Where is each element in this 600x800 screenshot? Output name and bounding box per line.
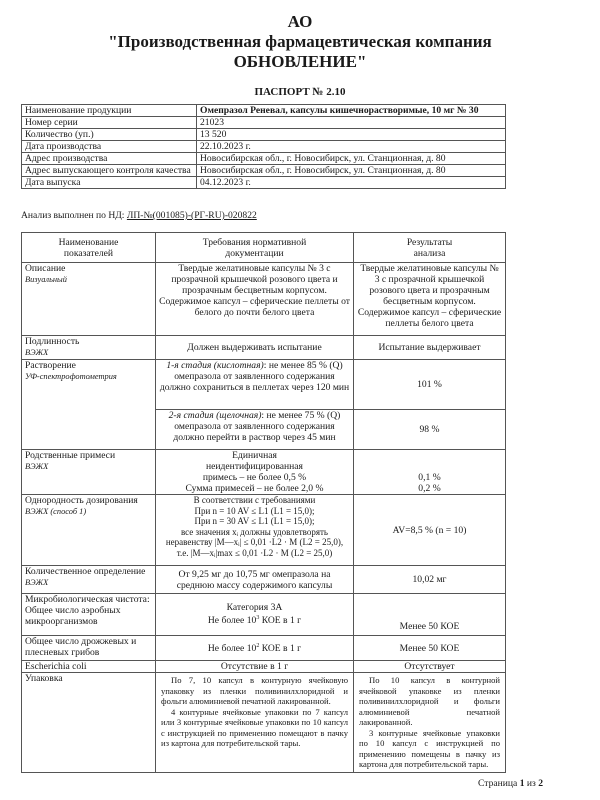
table-row — [22, 566, 506, 594]
column-header: Требования нормативной документации — [156, 233, 354, 263]
info-label: Количество (уп.) — [22, 129, 197, 141]
current-page: 1 — [519, 778, 525, 789]
req-line: все значения xᵢ должны удовлетворять неравенству |M—xᵢ| ≤ 0,01 ·L2 · M (L2 = 25,0), — [165, 526, 344, 547]
param-name: Escherichia coli — [22, 661, 156, 673]
total-pages: 2 — [538, 778, 544, 789]
result — [354, 450, 506, 495]
requirement — [156, 673, 354, 773]
page-label: Страница — [478, 778, 520, 789]
nd-link[interactable]: ЛП-№(001085)-(РГ-RU)-020822 — [126, 210, 257, 221]
page-of: из — [524, 778, 539, 789]
req-text: Не более 10 — [207, 643, 257, 655]
info-value: Новосибирская обл., г. Новосибирск, ул. Станционная, д. 80 — [197, 165, 506, 177]
requirement: Твердые желатиновые капсулы № 3 с прозрачной крышечкой розового цвета и прозрачным бесцветным корпусом. Содержимое капсул – сферические пеллеты от белого до почти белого цвета — [156, 263, 354, 336]
table-row — [22, 336, 506, 360]
param-name: Родственные примеси — [25, 450, 116, 461]
stage-label: 2-я стадия (щелочная) — [168, 410, 262, 421]
param-method: ВЭЖХ — [25, 462, 49, 471]
info-label: Номер серии — [22, 117, 197, 129]
param-name: Упаковка — [22, 673, 156, 773]
passport-title: ПАСПОРТ № 2.10 — [254, 86, 346, 98]
req-line: В соответствии с требованиями — [193, 495, 316, 505]
req-line: Сумма примесей – не более 2,0 % — [185, 483, 324, 494]
result: Отсутствует — [354, 661, 506, 673]
column-header: Наименование показателей — [22, 233, 156, 263]
info-label: Адрес производства — [22, 153, 197, 165]
requirement — [156, 636, 354, 661]
req-text: Не более 10 — [207, 615, 257, 627]
req-line — [159, 613, 350, 626]
result: Твердые желатиновые капсулы № 3 с прозрачной крышечкой розового цвета и прозрачным бесцветным корпусом. Содержимое капсул – сферические пеллеты белого цвета — [354, 263, 506, 336]
result — [354, 673, 506, 773]
requirement — [156, 594, 354, 636]
result-line: 0,1 % — [418, 472, 441, 483]
result: Менее 50 КОЕ — [354, 636, 506, 661]
org-name-line2: ОБНОВЛЕНИЕ" — [233, 52, 367, 71]
info-value: 21023 — [197, 117, 506, 129]
requirement: Отсутствие в 1 г — [156, 661, 354, 673]
info-value: 13 520 — [197, 129, 506, 141]
table-row — [22, 105, 506, 117]
result-paragraph: По 10 капсул в контурной ячейковой упаковке из пленки поливинилхлоридной и фольги алюминиевой печатной лакированной. — [359, 675, 500, 727]
table-row — [22, 177, 506, 189]
result: 10,02 мг — [354, 566, 506, 594]
result: 101 % — [354, 360, 506, 410]
req-text: КОЕ в 1 г — [259, 615, 302, 627]
table-header-row — [22, 233, 506, 263]
result-line: 0,2 % — [418, 483, 441, 494]
req-line: Единичная неидентифицированная примесь – не более 0,5 % — [202, 450, 307, 483]
info-label: Наименование продукции — [22, 105, 197, 117]
req-line: При n = 10 AV ≤ L1 (L1 = 15,0); — [194, 505, 315, 516]
result: Испытание выдерживает — [354, 336, 506, 360]
param-name: Количественное определение — [25, 566, 146, 577]
table-row — [22, 117, 506, 129]
info-value: Новосибирская обл., г. Новосибирск, ул. Станционная, д. 80 — [197, 153, 506, 165]
result: Менее 50 КОЕ — [354, 594, 506, 636]
param-method: ВЭЖХ — [25, 348, 49, 357]
result: 98 % — [354, 410, 506, 450]
table-row — [22, 636, 506, 661]
table-row — [22, 450, 506, 495]
req-line: Категория 3А — [226, 602, 283, 614]
param-method: Визуальный — [25, 275, 67, 284]
requirement — [156, 450, 354, 495]
req-paragraph: По 7, 10 капсул в контурную ячейковую упаковку из пленки поливинилхлоридной и фольги алюминиевой печатной лакированной. — [161, 675, 348, 706]
requirement — [156, 360, 354, 410]
table-row — [22, 360, 506, 410]
analysis-table — [21, 232, 506, 773]
table-row — [22, 165, 506, 177]
requirement — [156, 495, 354, 566]
table-row — [22, 495, 506, 566]
org-type: АО — [287, 12, 313, 31]
org-name-line1: "Производственная фармацевтическая компания — [108, 32, 492, 51]
stage-text: : не менее 75 % (Q) омепразола от заявленного содержания должно перейти в раствор через 45 мин — [173, 410, 341, 443]
stage-label: 1-я стадия (кислотная) — [166, 360, 264, 371]
param-name: Подлинность — [25, 336, 80, 347]
table-row — [22, 594, 506, 636]
param-name: Общее число дрожжевых и плесневых грибов — [22, 636, 156, 661]
requirement: Должен выдерживать испытание — [156, 336, 354, 360]
param-method: ВЭЖХ (способ 1) — [25, 507, 87, 516]
result-paragraph: 3 контурные ячейковые упаковки по 10 капсул с инструкцией по применению помещены в пачку из картона для потребительской тары. — [359, 727, 500, 769]
table-row — [22, 661, 506, 673]
table-row — [22, 141, 506, 153]
table-row — [22, 129, 506, 141]
document-header — [0, 12, 600, 72]
table-row — [22, 263, 506, 336]
param-method: УФ-спектрофотометрия — [25, 372, 117, 381]
requirement: От 9,25 мг до 10,75 мг омепразола на среднюю массу содержимого капсулы — [156, 566, 354, 594]
stage-text: : не менее 85 % (Q) омепразола от заявленного содержания должно сохраниться в пеллетах через 120 мин — [159, 360, 350, 393]
table-row — [22, 153, 506, 165]
param-method: ВЭЖХ — [25, 578, 49, 587]
table-row — [22, 673, 506, 773]
param-name: Микробиологическая чистота: Общее число аэробных микроорганизмов — [22, 594, 156, 636]
info-label: Дата производства — [22, 141, 197, 153]
page-number — [478, 778, 543, 789]
info-label: Адрес выпускающего контроля качества — [22, 165, 197, 177]
param-name: Описание — [25, 263, 66, 274]
result: AV=8,5 % (n = 10) — [354, 495, 506, 566]
req-line: При n = 30 AV ≤ L1 (L1 = 15,0); — [194, 516, 315, 526]
info-value: Омепразол Реневал, капсулы кишечнорастворимые, 10 мг № 30 — [197, 105, 506, 117]
exponent: 2 — [256, 643, 260, 650]
product-info-table — [21, 104, 506, 189]
req-line: т.е. |M—xᵢ|max ≤ 0,01 ·L2 · M (L2 = 25,0) — [176, 547, 333, 558]
exponent: 3 — [256, 615, 260, 622]
column-header: Результаты анализа — [354, 233, 506, 263]
analysis-prefix: Анализ выполнен по НД: — [21, 210, 127, 221]
param-name: Растворение — [25, 360, 76, 371]
info-value: 04.12.2023 г. — [197, 177, 506, 189]
req-paragraph: 4 контурные ячейковые упаковки по 7 капсул или 3 контурные ячейковые упаковки по 10 капсул с инструкцией по применению помещают в пачку из картона для потребительской тары. — [161, 706, 348, 748]
info-value: 22.10.2023 г. — [197, 141, 506, 153]
analysis-reference — [21, 210, 257, 221]
requirement — [156, 410, 354, 450]
param-name: Однородность дозирования — [25, 495, 138, 506]
info-label: Дата выпуска — [22, 177, 197, 189]
req-text: КОЕ в 1 г — [259, 643, 302, 655]
